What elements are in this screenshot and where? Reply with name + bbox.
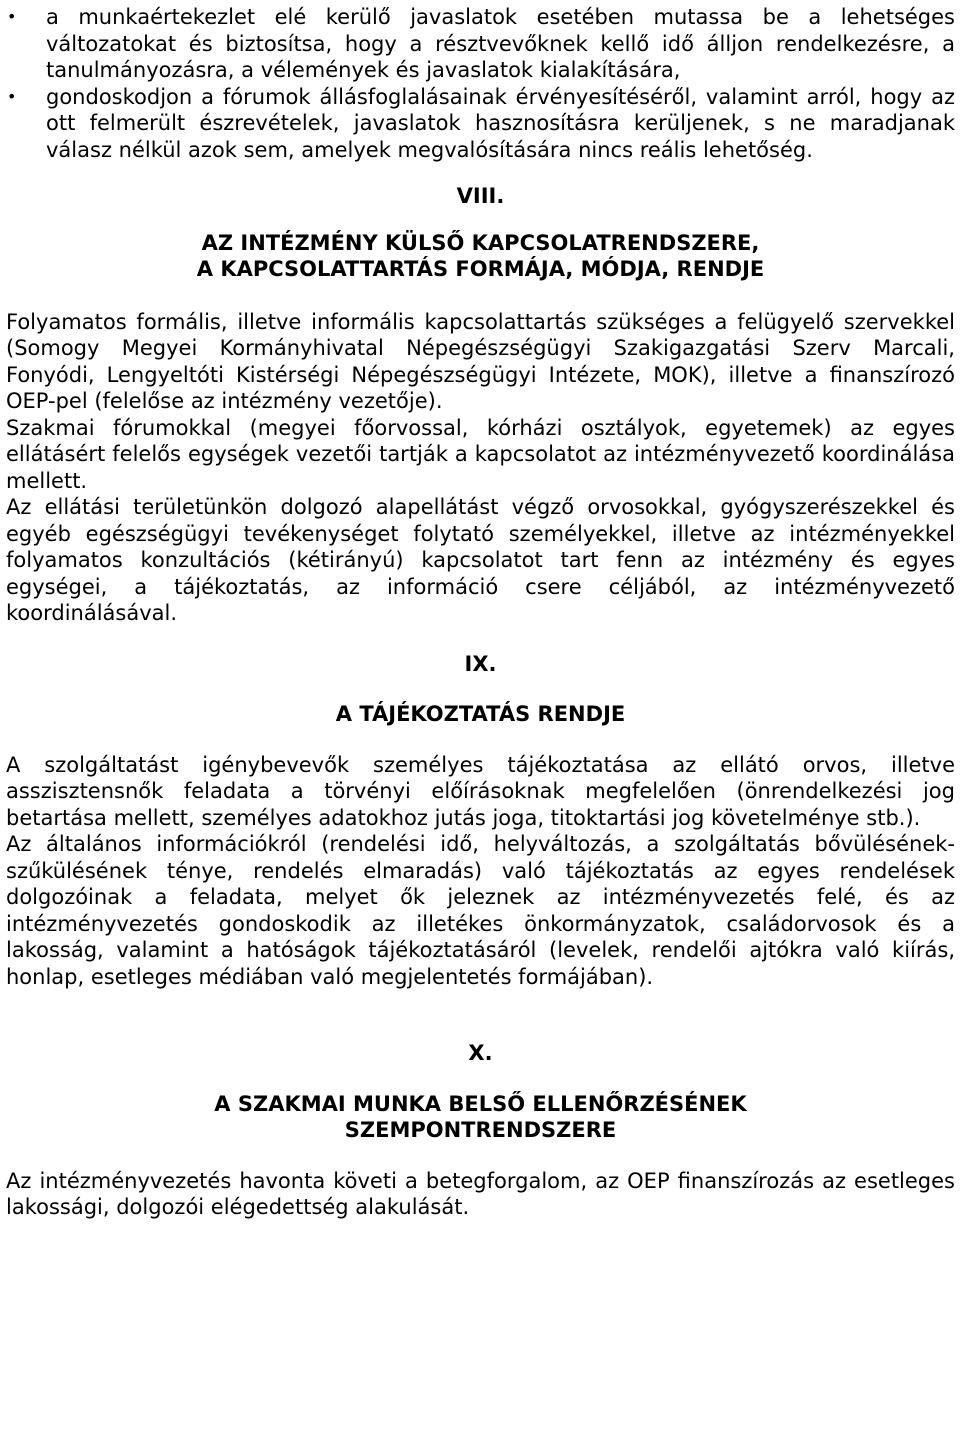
section-10-title-line-2: SZEMPONTRENDSZERE bbox=[344, 1118, 617, 1142]
bullet-list bbox=[6, 4, 955, 163]
section-10-title-line-1: A SZAKMAI MUNKA BELSŐ ELLENŐRZÉSÉNEK bbox=[214, 1091, 747, 1116]
section-8-number: VIII. bbox=[456, 184, 505, 208]
section-9-number: IX. bbox=[464, 651, 497, 676]
bullet-item bbox=[6, 4, 955, 84]
section-10-number: X. bbox=[468, 1041, 493, 1065]
section-8-title-line-1: AZ INTÉZMÉNY KÜLSŐ KAPCSOLATRENDSZERE, bbox=[201, 230, 760, 255]
bullet-icon: • bbox=[7, 7, 17, 26]
bullet-text: a munkaértekezlet elé kerülő javaslatok esetében mutassa be a lehetséges változatokat és biztosítsa, hogy a résztvevőknek kellő idő álljon rendelkezésre, a tanulmányozásra, a vélemények és javaslatok kialakítására, bbox=[46, 5, 955, 82]
section-8-paragraph: Az ellátási területünkön dolgozó alapellátást végző orvosokkal, gyógyszerészekkel és egyéb egészségügyi tevékenységet folytató személyekkel, illetve az intézményekkel folyamatos konzultációs (kétirányú) kapcsolatot tart fenn az intézmény és egyes egységei, a tájékoztatás, az információ csere céljából, az intézményvezető koordinálásával. bbox=[6, 495, 955, 625]
bullet-item bbox=[6, 84, 955, 164]
section-9-paragraph: A szolgáltatást igénybevevők személyes tájékoztatása az ellátó orvos, illetve asszisztensnők feladata a törvényi előírásoknak megfelelően (önrendelkezési jog betartása mellett, személyes adatokhoz jutás joga, titoktartási jog követelménye stb.). bbox=[6, 752, 955, 830]
bullet-icon: • bbox=[7, 86, 17, 106]
section-8-paragraph: Szakmai fórumokkal (megyei főorvossal, kórházi osztályok, egyetemek) az egyes ellátásért felelős egységek vezetői tartják a kapcsolatot az intézményvezető koordinálása mellett. bbox=[6, 415, 955, 493]
section-9-title: A TÁJÉKOZTATÁS RENDJE bbox=[335, 702, 626, 726]
section-10-paragraph: Az intézményvezetés havonta követi a betegforgalom, az OEP finanszírozás az esetleges lakossági, dolgozói elégedettség alakulását. bbox=[6, 1168, 955, 1219]
section-8-title-line-2: A KAPCSOLATTARTÁS FORMÁJA, MÓDJA, RENDJE bbox=[196, 257, 765, 281]
bullet-text: gondoskodjon a fórumok állásfoglalásainak érvényesítéséről, valamint arról, hogy az ott felmerült észrevételek, javaslatok hasznosításra kerüljenek, s ne maradjanak válasz nélkül azok sem, amelyek megvalósítására nincs reális lehetőség. bbox=[46, 84, 955, 162]
section-9-paragraph: Az általános információkról (rendelési idő, helyváltozás, a szolgáltatás bővülésének-szűkülésének ténye, rendelés elmaradás) való tájékoztatás az egyes rendelések dolgozóinak a feladata, melyet ők jeleznek az intézményvezetés felé, és az intézményvezetés gondoskodik az illetékes önkormányzatok, családorvosok és a lakosság, valamint a hatóságok tájékoztatásáról (levelek, rendelői ajtókra való kiírás, honlap, esetleges médiában való megjelentetés formájában). bbox=[6, 832, 955, 989]
section-8-paragraph: Folyamatos formális, illetve informális kapcsolattartás szükséges a felügyelő szervekkel (Somogy Megyei Kormányhivatal Népegészségügyi Szakigazgatási Szerv Marcali, Fonyódi, Lengyeltóti Kistérségi Népegészségügyi Intézete, MOK), illetve a finanszírozó OEP-pel (felelőse az intézmény vezetője). bbox=[6, 309, 955, 413]
